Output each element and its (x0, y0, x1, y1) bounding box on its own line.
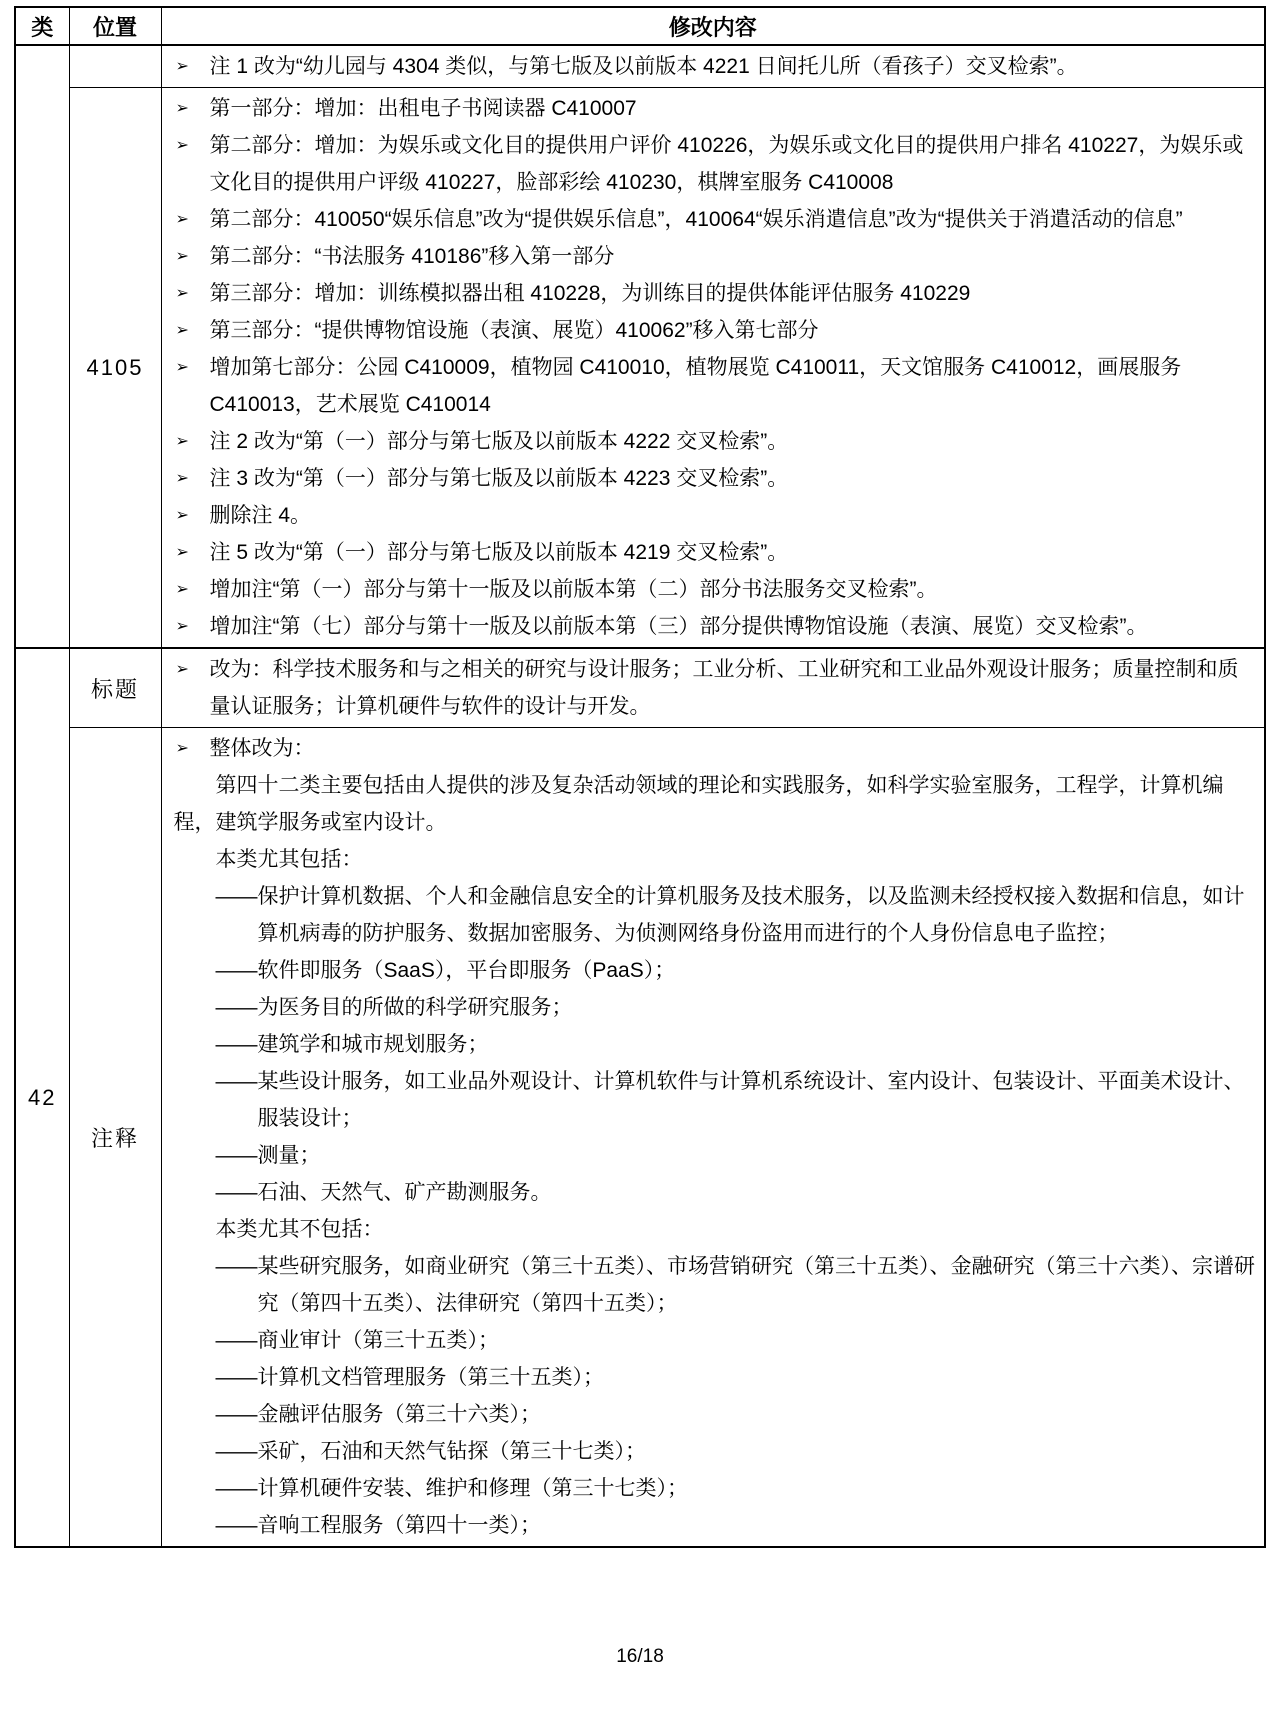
classification-changes-table (14, 6, 1266, 1548)
bullet-arrow-icon: ➢ (175, 661, 189, 678)
change-item-text: 第二部分：“书法服务 410186”移入第一部分 (209, 245, 615, 268)
notes-dash-item: ——测量； (215, 1144, 321, 1167)
bullet-arrow-icon: ➢ (175, 544, 189, 561)
bullet-arrow-icon: ➢ (175, 137, 189, 154)
change-item (162, 201, 1259, 238)
position-cell-empty (69, 45, 161, 88)
change-item (162, 90, 1259, 127)
notes-dash-item: ——金融评估服务（第三十六类）； (215, 1403, 541, 1426)
change-item (162, 275, 1259, 312)
position-cell-title: 标题 (69, 648, 161, 728)
content-cell-note1 (161, 45, 1265, 88)
change-item-text: 增加注“第（七）部分与第十一版及以前版本第（三）部分提供博物馆设施（表演、展览）交叉检索”。 (209, 615, 1148, 638)
notes-dash-item: ——商业审计（第三十五类）； (215, 1329, 499, 1352)
content-cell-4105 (161, 88, 1265, 649)
change-item (162, 730, 1259, 767)
content-cell-title (161, 648, 1265, 728)
change-item-text: 注 3 改为“第（一）部分与第七版及以前版本 4223 交叉检索”。 (209, 467, 789, 490)
position-cell-notes: 注释 (69, 728, 161, 1548)
bullet-arrow-icon: ➢ (175, 248, 189, 265)
bullet-arrow-icon: ➢ (175, 58, 189, 75)
notes-dash-item: ——为医务目的所做的科学研究服务； (215, 996, 573, 1019)
change-item-text: 注 2 改为“第（一）部分与第七版及以前版本 4222 交叉检索”。 (209, 430, 789, 453)
notes-dash-item: ——音响工程服务（第四十一类）； (215, 1514, 541, 1537)
notes-heading: 本类尤其包括： (215, 848, 363, 871)
bullet-arrow-icon: ➢ (175, 618, 189, 635)
notes-dash-item: ——保护计算机数据、个人和金融信息安全的计算机服务及技术服务，以及监测未经授权接入数据和信息，如计算机病毒的防护服务、数据加密服务、为侦测网络身份盗用而进行的个人身份信息电子监控； (215, 885, 1245, 945)
header-content-column: 修改内容 (161, 7, 1265, 45)
bullet-arrow-icon: ➢ (175, 470, 189, 487)
content-cell-notes (161, 728, 1265, 1548)
bullet-arrow-icon: ➢ (175, 211, 189, 228)
bullet-arrow-icon: ➢ (175, 100, 189, 117)
notes-dash-item: ——某些研究服务，如商业研究（第三十五类）、市场营销研究（第三十五类）、金融研究（第三十六类）、宗谱研究（第四十五类）、法律研究（第四十五类）； (215, 1255, 1255, 1315)
change-item (162, 651, 1259, 725)
change-item-text: 第一部分：增加：出租电子书阅读器 C410007 (209, 97, 637, 120)
change-item (162, 534, 1259, 571)
bullet-arrow-icon: ➢ (175, 581, 189, 598)
bullet-arrow-icon: ➢ (175, 322, 189, 339)
change-item-text: 第三部分：增加：训练模拟器出租 410228，为训练目的提供体能评估服务 410229 (209, 282, 971, 305)
notes-heading: 本类尤其不包括： (215, 1218, 384, 1241)
change-item-text: 整体改为： (209, 737, 315, 760)
change-item-text: 第二部分：410050“娱乐信息”改为“提供娱乐信息”，410064“娱乐消遣信息”改为“提供关于消遣活动的信息” (209, 208, 1183, 231)
notes-paragraph: 第四十二类主要包括由人提供的涉及复杂活动领域的理论和实践服务，如科学实验室服务，工程学，计算机编程，建筑学服务或室内设计。 (173, 774, 1224, 834)
table-row (15, 45, 1265, 88)
change-item (162, 238, 1259, 275)
bullet-arrow-icon: ➢ (175, 507, 189, 524)
notes-block (162, 767, 1259, 1544)
notes-dash-item: ——计算机硬件安装、维护和修理（第三十七类）； (215, 1477, 688, 1500)
change-item (162, 497, 1259, 534)
header-position-column: 位置 (69, 7, 161, 45)
table-row (15, 88, 1265, 649)
bullet-arrow-icon: ➢ (175, 285, 189, 302)
change-item (162, 423, 1259, 460)
bullet-arrow-icon: ➢ (175, 740, 189, 757)
change-item-text: 注 5 改为“第（一）部分与第七版及以前版本 4219 交叉检索”。 (209, 541, 789, 564)
change-item (162, 349, 1259, 423)
notes-dash-item: ——石油、天然气、矿产勘测服务。 (215, 1181, 552, 1204)
notes-dash-item: ——软件即服务（SaaS），平台即服务（PaaS）； (215, 959, 676, 982)
change-item (162, 608, 1259, 645)
change-item-text: 改为：科学技术服务和与之相关的研究与设计服务；工业分析、工业研究和工业品外观设计服务；质量控制和质量认证服务；计算机硬件与软件的设计与开发。 (209, 658, 1239, 718)
change-item (162, 460, 1259, 497)
table-row (15, 648, 1265, 728)
change-item-text: 第三部分：“提供博物馆设施（表演、展览）410062”移入第七部分 (209, 319, 819, 342)
header-class-column: 类 (15, 7, 69, 45)
change-item-text: 增加第七部分：公园 C410009，植物园 C410010，植物展览 C410011，天文馆服务 C410012，画展服务 C410013，艺术展览 C410014 (209, 356, 1182, 416)
position-cell-4105: 4105 (69, 88, 161, 649)
table-header-row (15, 7, 1265, 45)
change-item-text: 注 1 改为“幼儿园与 4304 类似，与第七版及以前版本 4221 日间托儿所（看孩子）交叉检索”。 (209, 55, 1078, 78)
bullet-arrow-icon: ➢ (175, 359, 189, 376)
class-cell-empty (15, 45, 69, 648)
notes-dash-item: ——计算机文档管理服务（第三十五类）； (215, 1366, 604, 1389)
table-row (15, 728, 1265, 1548)
change-item-text: 增加注“第（一）部分与第十一版及以前版本第（二）部分书法服务交叉检索”。 (209, 578, 938, 601)
notes-dash-item: ——某些设计服务，如工业品外观设计、计算机软件与计算机系统设计、室内设计、包装设计、平面美术设计、服装设计； (215, 1070, 1245, 1130)
change-item (162, 571, 1259, 608)
change-item (162, 127, 1259, 201)
change-item-text: 第二部分：增加：为娱乐或文化目的提供用户评价 410226，为娱乐或文化目的提供用户排名 410227，为娱乐或文化目的提供用户评级 410227，脸部彩绘 410230，棋牌室服务 C410008 (209, 134, 1244, 194)
change-item (162, 48, 1259, 85)
page-number: 16/18 (616, 1646, 664, 1667)
change-item (162, 312, 1259, 349)
bullet-arrow-icon: ➢ (175, 433, 189, 450)
change-item-text: 删除注 4。 (209, 504, 312, 527)
class-cell-42: 42 (15, 648, 69, 1547)
notes-dash-item: ——建筑学和城市规划服务； (215, 1033, 489, 1056)
notes-dash-item: ——采矿，石油和天然气钻探（第三十七类）； (215, 1440, 646, 1463)
